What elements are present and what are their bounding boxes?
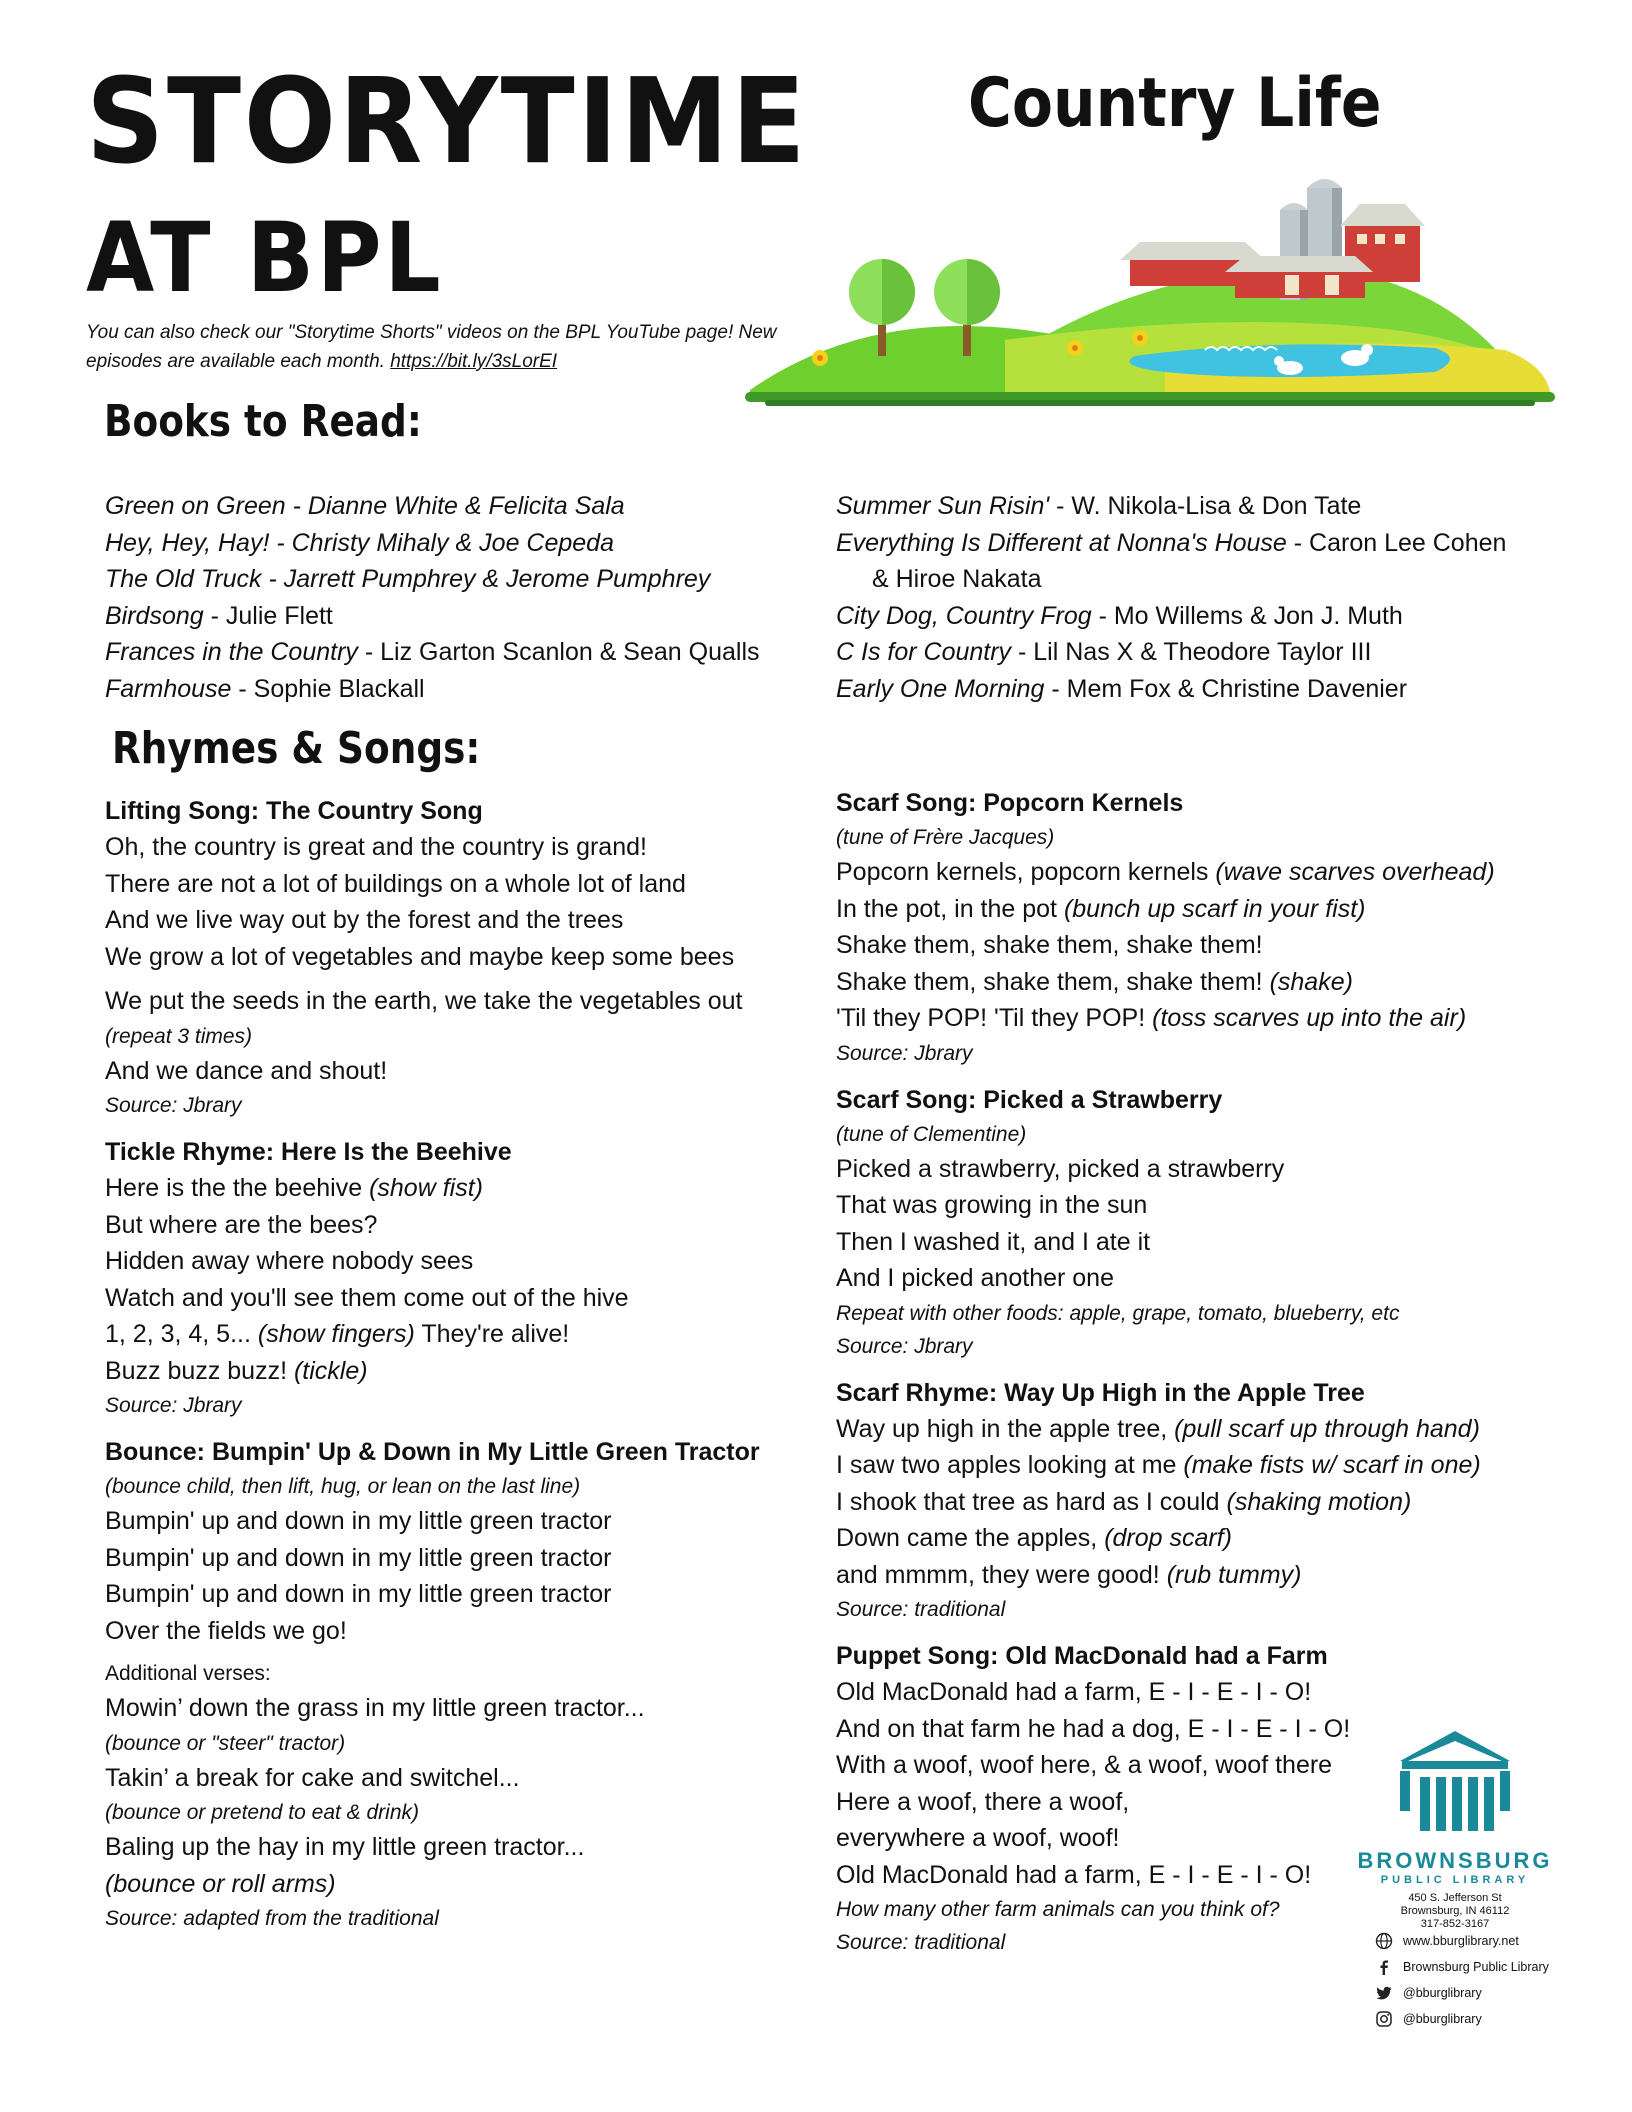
rhyme-title: Puppet Song: Old MacDonald had a Farm bbox=[836, 1642, 1328, 1670]
rhyme-line: And on that farm he had a dog, E - I - E - I - O! bbox=[836, 1714, 1351, 1743]
book-item: Hey, Hey, Hay! - Christy Mihaly & Joe Cepeda bbox=[105, 528, 614, 557]
rhyme-line: And we dance and shout! bbox=[105, 1056, 388, 1085]
spacer bbox=[105, 1422, 825, 1434]
rhyme-line: Way up high in the apple tree, (pull scarf up through hand) bbox=[836, 1414, 1480, 1443]
spacer bbox=[836, 1070, 1536, 1082]
rhyme-note: (tune of Frère Jacques) bbox=[836, 826, 1055, 849]
rhyme-note: Source: Jbrary bbox=[836, 1334, 973, 1358]
rhyme-note: (bounce or "steer" tractor) bbox=[105, 1731, 346, 1755]
website-link[interactable]: www.bburglibrary.net bbox=[1375, 1928, 1549, 1954]
rhyme-line: Takin’ a break for cake and switchel... bbox=[105, 1763, 520, 1792]
rhyme-line: And we live way out by the forest and the trees bbox=[105, 906, 624, 934]
globe-icon bbox=[1375, 1932, 1393, 1950]
book-item: Everything Is Different at Nonna's House - Caron Lee Cohen bbox=[836, 528, 1507, 557]
book-item: City Dog, Country Frog - Mo Willems & Jon J. Muth bbox=[836, 601, 1403, 630]
rhyme-line: Watch and you'll see them come out of the hive bbox=[105, 1283, 629, 1312]
rhyme-line: Picked a strawberry, picked a strawberry bbox=[836, 1154, 1285, 1183]
spacer bbox=[105, 1122, 825, 1134]
rhyme-line: Buzz buzz buzz! (tickle) bbox=[105, 1356, 368, 1385]
book-item: & Hiroe Nakata bbox=[872, 565, 1042, 593]
instagram-link[interactable]: @bburglibrary bbox=[1375, 2006, 1549, 2032]
rhyme-line: Mowin’ down the grass in my little green tractor... bbox=[105, 1694, 645, 1722]
books-list-left bbox=[105, 488, 760, 707]
rhyme-line: I shook that tree as hard as I could (shaking motion) bbox=[836, 1487, 1412, 1516]
page-title: STORYTIME bbox=[86, 52, 809, 190]
rhyme-title: Lifting Song: The Country Song bbox=[105, 797, 483, 825]
rhyme-title: Scarf Song: Popcorn Kernels bbox=[836, 789, 1184, 817]
rhyme-line: everywhere a woof, woof! bbox=[836, 1824, 1120, 1852]
rhyme-line: Popcorn kernels, popcorn kernels (wave scarves overhead) bbox=[836, 858, 1495, 886]
rhyme-line: Baling up the hay in my little green tractor... bbox=[105, 1833, 585, 1861]
rhyme-line: We put the seeds in the earth, we take the vegetables out bbox=[105, 987, 743, 1015]
twitter-link[interactable]: @bburglibrary bbox=[1375, 1980, 1549, 2006]
rhyme-title: Scarf Rhyme: Way Up High in the Apple Tree bbox=[836, 1378, 1365, 1407]
rhyme-line: With a woof, woof here, & a woof, woof there bbox=[836, 1751, 1333, 1779]
rhyme-title: Bounce: Bumpin' Up & Down in My Little Green Tractor bbox=[105, 1438, 760, 1466]
facebook-link[interactable]: Brownsburg Public Library bbox=[1375, 1954, 1549, 1980]
rhyme-line: Hidden away where nobody sees bbox=[105, 1247, 474, 1275]
spacer bbox=[105, 1649, 825, 1657]
book-item: C Is for Country - Lil Nas X & Theodore Taylor III bbox=[836, 638, 1372, 666]
rhyme-line: That was growing in the sun bbox=[836, 1191, 1148, 1219]
rhyme-line: In the pot, in the pot (bunch up scarf in your fist) bbox=[836, 894, 1366, 923]
rhyme-line: Here is the the beehive (show fist) bbox=[105, 1174, 483, 1202]
rhyme-note: (tune of Clementine) bbox=[836, 1122, 1027, 1146]
rhyme-note: Source: traditional bbox=[836, 1598, 1006, 1621]
library-building-icon bbox=[1380, 1725, 1530, 1835]
rhyme-line: We grow a lot of vegetables and maybe keep some bees bbox=[105, 942, 735, 971]
rhyme-line: I saw two apples looking at me (make fists w/ scarf in one) bbox=[836, 1451, 1481, 1479]
rhyme-line: Down came the apples, (drop scarf) bbox=[836, 1524, 1233, 1552]
library-subname: PUBLIC LIBRARY bbox=[1380, 1874, 1530, 1886]
rhyme-title: Scarf Song: Picked a Strawberry bbox=[836, 1085, 1223, 1114]
rhyme-line: And I picked another one bbox=[836, 1264, 1114, 1292]
social-links bbox=[1375, 1928, 1549, 2032]
book-item: Farmhouse - Sophie Blackall bbox=[105, 674, 425, 703]
youtube-note bbox=[86, 318, 786, 376]
book-item: Early One Morning - Mem Fox & Christine Davenier bbox=[836, 674, 1408, 703]
rhyme-line: Oh, the country is great and the country is grand! bbox=[105, 833, 647, 861]
rhyme-line: and mmmm, they were good! (rub tummy) bbox=[836, 1560, 1302, 1589]
rhyme-line: Bumpin' up and down in my little green tractor bbox=[105, 1543, 612, 1572]
rhyme-line: Shake them, shake them, shake them! (shake) bbox=[836, 967, 1353, 996]
rhyme-line: 1, 2, 3, 4, 5... (show fingers) They're alive! bbox=[105, 1320, 570, 1348]
rhyme-line: (bounce or roll arms) bbox=[105, 1869, 336, 1898]
rhyme-note: Repeat with other foods: apple, grape, tomato, blueberry, etc bbox=[836, 1301, 1400, 1325]
book-item: Birdsong - Julie Flett bbox=[105, 601, 333, 630]
rhyme-line: Bumpin' up and down in my little green tractor bbox=[105, 1507, 612, 1535]
book-item: The Old Truck - Jarrett Pumphrey & Jerome Pumphrey bbox=[105, 565, 711, 593]
rhyme-note: (bounce child, then lift, hug, or lean on the last line) bbox=[105, 1475, 581, 1498]
rhymes-column-left bbox=[105, 793, 825, 1935]
books-heading: Books to Read: bbox=[104, 396, 422, 447]
spacer bbox=[105, 975, 825, 983]
book-item: Green on Green - Dianne White & Felicita Sala bbox=[105, 492, 625, 520]
rhyme-note: Source: Jbrary bbox=[105, 1394, 242, 1417]
rhyme-note: Source: Jbrary bbox=[105, 1094, 242, 1117]
spacer bbox=[836, 1626, 1536, 1638]
rhyme-line: 'Til they POP! 'Til they POP! (toss scarves up into the air) bbox=[836, 1004, 1467, 1032]
rhyme-note: Source: adapted from the traditional bbox=[105, 1907, 439, 1930]
theme-title: Country Life bbox=[968, 64, 1382, 143]
rhyme-line: But where are the bees? bbox=[105, 1210, 378, 1239]
page-subtitle: AT BPL bbox=[86, 202, 444, 314]
rhyme-line: Shake them, shake them, shake them! bbox=[836, 931, 1263, 959]
rhyme-line: There are not a lot of buildings on a whole lot of land bbox=[105, 869, 686, 898]
farm-illustration bbox=[745, 160, 1555, 410]
rhyme-line: Here a woof, there a woof, bbox=[836, 1787, 1130, 1816]
rhyme-note: Source: traditional bbox=[836, 1931, 1006, 1954]
spacer bbox=[836, 1363, 1536, 1375]
book-item: Frances in the Country - Liz Garton Scanlon & Sean Qualls bbox=[105, 638, 760, 666]
rhyme-line: Old MacDonald had a farm, E - I - E - I - O! bbox=[836, 1678, 1312, 1706]
rhyme-note: Additional verses: bbox=[105, 1662, 271, 1685]
library-name: BROWNSBURG bbox=[1357, 1848, 1553, 1873]
book-item: Summer Sun Risin' - W. Nikola-Lisa & Don Tate bbox=[836, 492, 1362, 520]
rhyme-line: Old MacDonald had a farm, E - I - E - I - O! bbox=[836, 1860, 1312, 1889]
twitter-icon bbox=[1375, 1984, 1393, 2002]
library-logo bbox=[1340, 1725, 1570, 1931]
facebook-icon bbox=[1375, 1958, 1393, 1976]
rhyme-note: (bounce or pretend to eat & drink) bbox=[105, 1801, 420, 1824]
rhyme-line: Over the fields we go! bbox=[105, 1616, 347, 1645]
rhyme-note: (repeat 3 times) bbox=[105, 1024, 253, 1048]
rhyme-title: Tickle Rhyme: Here Is the Beehive bbox=[105, 1138, 512, 1166]
rhymes-heading: Rhymes & Songs: bbox=[112, 723, 481, 774]
library-address: 450 S. Jefferson St Brownsburg, IN 46112 317-852-3167 bbox=[1400, 1892, 1510, 1930]
rhyme-note: Source: Jbrary bbox=[836, 1041, 973, 1065]
instagram-icon bbox=[1375, 2010, 1393, 2028]
note-text: You can also check our "Storytime Shorts" videos on the BPL YouTube page! New episodes are available each month. bbox=[86, 322, 777, 372]
youtube-link[interactable]: https://bit.ly/3sLorEI bbox=[390, 351, 558, 372]
books-list-right bbox=[836, 488, 1506, 707]
rhyme-line: Bumpin' up and down in my little green tractor bbox=[105, 1580, 612, 1608]
rhyme-line: Then I washed it, and I ate it bbox=[836, 1227, 1151, 1256]
rhyme-note: How many other farm animals can you think of? bbox=[836, 1898, 1280, 1921]
